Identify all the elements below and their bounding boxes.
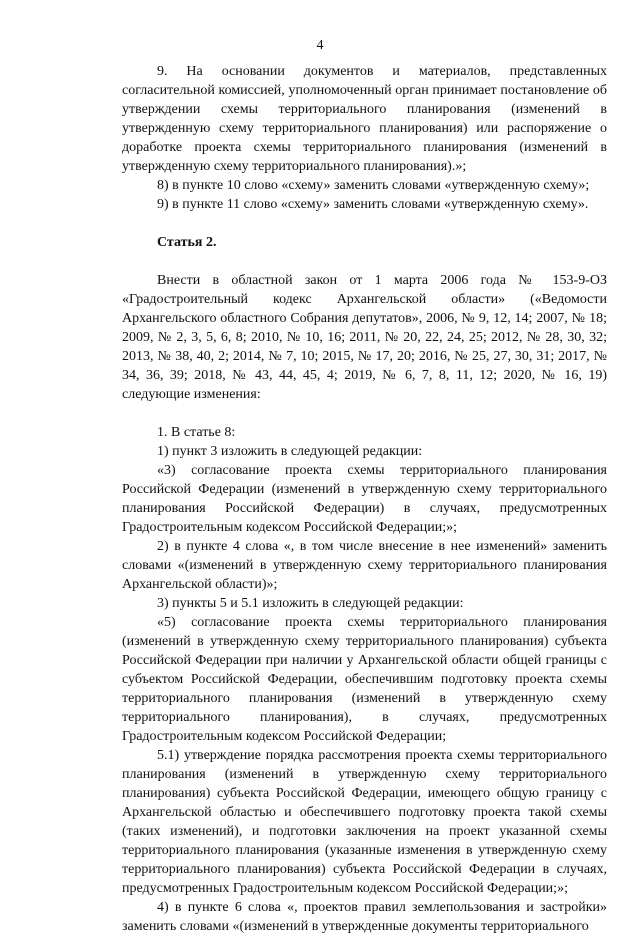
paragraph-quote-3: «3) согласование проекта схемы территориального планирования Российской Федерации (изменений в утвержденную схему территориального планирования Российской Федерации) в случаях, предусмотренных Градостроительным кодексом Российской Федерации;»; <box>122 463 607 535</box>
paragraph-quote-5: «5) согласование проекта схемы территориального планирования (изменений в утвержденную схему территориального планирования) субъекта Российской Федерации при наличии у Архангельской области общей границы с субъектом Российской Федерации, обеспечившим подготовку проекта схемы территориального планирования (изменений в утвержденную схему территориального планирования), в случаях, предусмотренных Градостроительным кодексом Российской Федерации; <box>122 615 607 744</box>
paragraph-article-8: 1. В статье 8: <box>157 425 236 440</box>
paragraph-item-9-amendment: 9) в пункте 11 слово «схему» заменить словами «утвержденную схему». <box>157 197 589 212</box>
article-heading: Статья 2. <box>157 235 217 250</box>
paragraph-point-1: 1) пункт 3 изложить в следующей редакции: <box>157 444 423 459</box>
paragraph-item-9: 9. На основании документов и материалов, представленных согласительной комиссией, уполномоченный орган принимает постановление об утверждении схемы территориального планирования (изменений в утвержденную схему территориального планирования) или распоряжение о доработке проекта схемы территориального планирования (изменений в утвержденную схему территориального планирования).»; <box>122 64 607 174</box>
document-body <box>122 62 607 936</box>
paragraph-intro: Внести в областной закон от 1 марта 2006 года № 153-9-ОЗ «Градостроительный кодекс Архангельской области» («Ведомости Архангельского областного Собрания депутатов», 2006, № 9, 12, 14; 2007, № 18; 2009, № 2, 3, 5, 6, 8; 2010, № 10, 16; 2011, № 20, 22, 24, 25; 2012, № 28, 30, 32; 2013, № 38, 40, 2; 2014, № 7, 10; 2015, № 17, 20; 2016, № 25, 27, 30, 31; 2017, № 34, 36, 39; 2018, № 43, 44, 45, 4; 2019, № 6, 7, 8, 11, 12; 2020, № 16, 19) следующие изменения: <box>122 273 607 402</box>
paragraph-point-4: 4) в пункте 6 слова «, проектов правил землепользования и застройки» заменить словами «(изменений в утвержденные документы территориального <box>122 900 607 934</box>
paragraph-item-8-amendment: 8) в пункте 10 слово «схему» заменить словами «утвержденную схему»; <box>157 178 590 193</box>
page-number: 4 <box>316 38 324 53</box>
paragraph-point-3: 3) пункты 5 и 5.1 изложить в следующей редакции: <box>157 596 464 611</box>
paragraph-quote-5-1: 5.1) утверждение порядка рассмотрения проекта схемы территориального планирования (изменений в утвержденную схему территориального планирования) субъекта Российской Федерации, имеющего общую границу с Архангельской областью и обеспечившего подготовку проекта такой схемы (таких изменений), и подготовки заключения на проект указанной схемы территориального планирования (указанные изменения в утвержденную схему территориального планирования) субъекта Российской Федерации в случаях, предусмотренных Градостроительным кодексом Российской Федерации;»; <box>122 748 607 896</box>
paragraph-point-2: 2) в пункте 4 слова «, в том числе внесение в нее изменений» заменить словами «(изменений в утвержденную схему территориального планирования Архангельской области)»; <box>122 539 607 592</box>
